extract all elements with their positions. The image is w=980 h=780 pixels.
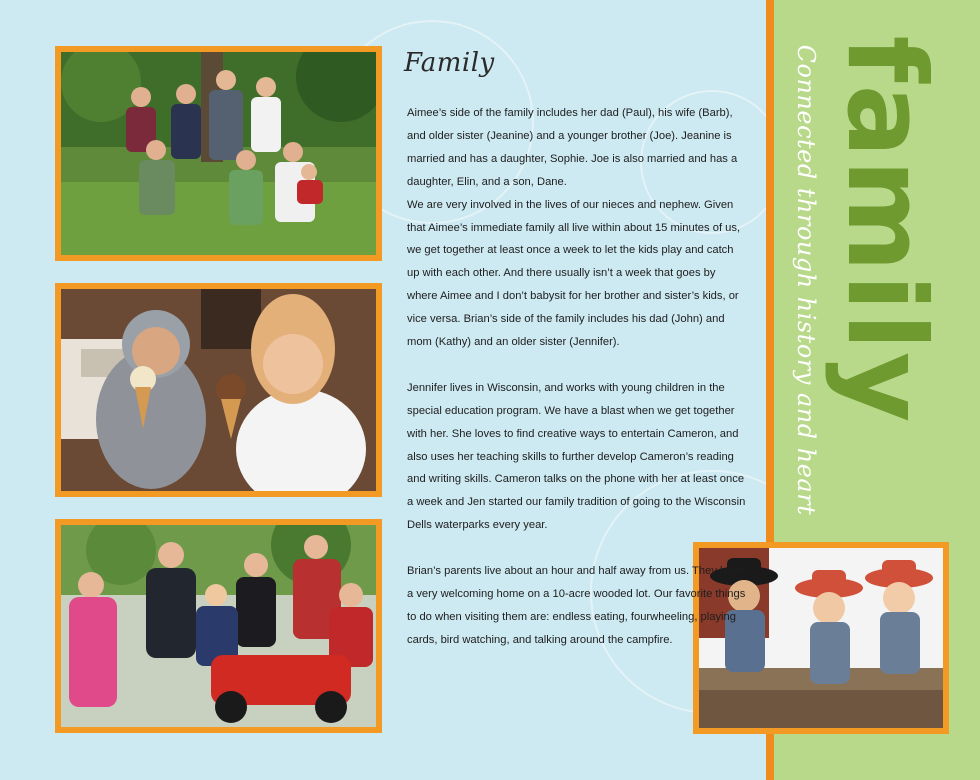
side-title: family xyxy=(823,35,948,425)
paragraph-parents: Brian’s parents live about an hour and half away from us. They have a very welcoming home on a 10-acre wooded lot. Our favorite things to do when visiting them are: endless eating, fourwheeling, playing cards, bird watching, and talking around the campfire. xyxy=(407,565,746,646)
body-text xyxy=(407,102,747,652)
paragraph-aimee-family: Aimee’s side of the family includes her dad (Paul), his wife (Barb), and older sister (Jeanine) and a younger brother (Joe). Jeanine is married and has a daughter, Sophie. Joe is also married and has a daughter, Elin, and a son, Dane. xyxy=(407,107,738,188)
atv-group-photo xyxy=(61,525,376,727)
family-group-photo xyxy=(61,52,376,255)
paragraph-gap xyxy=(407,354,747,377)
paragraph-involvement: We are very involved in the lives of our nieces and nephew. Given that Aimee’s immediate family all live within about 15 minutes of us, we get together at least once a week to let the kids play and catch up with each other. And there usually isn’t a week that goes by where Aimee and I don’t babysit for her brother and sister’s kids, or vice versa. Brian’s side of the family includes his dad (John) and mom (Kathy) and an older sister (Jennifer). xyxy=(407,198,741,349)
page-heading: Family xyxy=(404,48,495,78)
photo-frame-family-group xyxy=(55,46,382,261)
photo-frame-atv-group xyxy=(55,519,382,733)
side-tagline: Connected through history and heart xyxy=(792,44,820,516)
photo-frame-ice-cream xyxy=(55,283,382,497)
paragraph-jennifer: Jennifer lives in Wisconsin, and works with young children in the special education program. We have a blast when we get together with her. She loves to find creative ways to entertain Cameron, and also uses her teaching skills to further develop Cameron’s reading and writing skills. Cameron talks on the phone with her at least once a week and Jen started our family tradition of going to the Wisconsin Dells waterparks every year. xyxy=(407,381,746,532)
paragraph-gap xyxy=(407,537,747,560)
ice-cream-photo xyxy=(61,289,376,491)
